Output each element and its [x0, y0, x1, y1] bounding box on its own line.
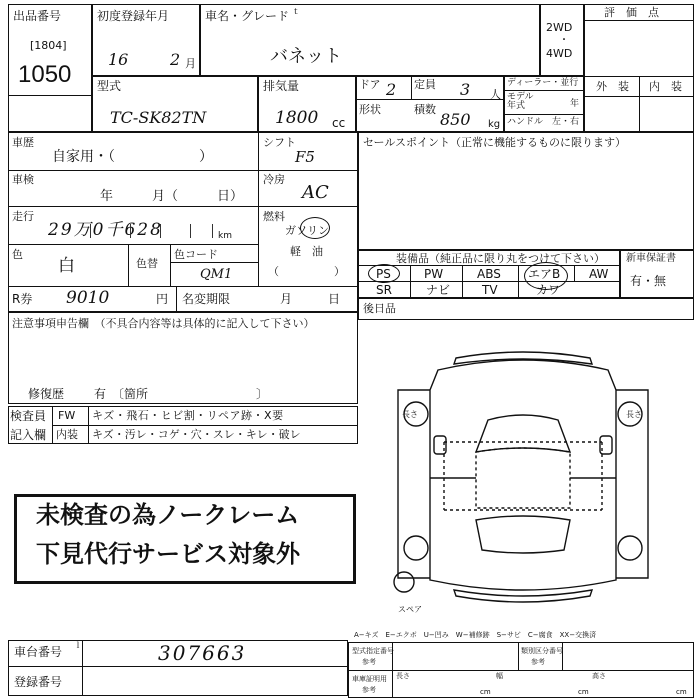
drive-4wd: 4WD: [546, 47, 573, 60]
color-label: 色: [12, 248, 23, 261]
first-registration-month: 2: [170, 50, 181, 69]
repair-history-label: 修復歴: [28, 387, 65, 401]
model-grade-value: バネット: [270, 46, 342, 67]
fw-label: FW: [58, 409, 76, 422]
inspection-label: 車検: [12, 173, 34, 186]
type-designation-sub: 参考: [362, 658, 376, 666]
reg-cert-label: 車庫証明用: [352, 675, 387, 683]
declaration-label: 注意事項申告欄 （不具合内容等は具体的に記入して下さい）: [12, 317, 315, 330]
interior-label: 内 装: [649, 80, 682, 93]
shift-label: シフト: [263, 136, 296, 149]
type-designation-label: 型式指定番号: [352, 647, 394, 655]
chassis-value: 307663: [158, 641, 247, 665]
chassis-mark: ｌ: [74, 641, 82, 650]
width-label: 幅: [496, 672, 503, 680]
lot-number: 1050: [18, 61, 72, 88]
person-unit: 人: [490, 88, 501, 101]
name-change-value: 月 日: [280, 292, 341, 306]
fuel-paren: （ ）: [268, 265, 345, 278]
color-value: 白: [58, 256, 75, 276]
doors-value: 2: [386, 80, 397, 99]
lot-sub: [1804]: [30, 39, 67, 52]
car-diagram: [388, 350, 658, 610]
month-unit: 月: [185, 57, 196, 70]
reg-number-label: 登録番号: [14, 675, 63, 689]
fuel-gasoline-circle: [300, 217, 330, 239]
kg-unit: kg: [488, 119, 501, 130]
equip-airbag: エアB: [528, 267, 561, 281]
sales-point-box: [358, 132, 694, 250]
cm-3: cm: [676, 688, 687, 696]
cm-2: cm: [578, 688, 589, 696]
exterior-label: 外 装: [596, 80, 629, 93]
equip-tv: TV: [482, 283, 498, 297]
color-code-value: QM1: [200, 267, 233, 282]
equip-aw: AW: [589, 267, 609, 281]
damage-legend: A−キズ E−エクボ U−凹み W−補修跡 S−サビ C−腐食 XX−交換済: [354, 631, 597, 639]
post-attach-label: 後日品: [363, 302, 396, 315]
model-grade-mark: ｔ: [292, 7, 300, 16]
fuel-label: 燃料: [263, 210, 285, 223]
recycle-value: 9010: [66, 288, 110, 308]
warranty-value: 有・無: [630, 274, 667, 288]
length-label: 長さ: [396, 672, 410, 680]
shift-value: F5: [295, 148, 315, 166]
model-grade-label: 車名・グレード: [205, 9, 290, 23]
first-registration-label: 初度登録年月: [97, 9, 170, 23]
equip-navi: ナビ: [426, 283, 451, 297]
capacity-label: 定員: [414, 78, 436, 91]
yen-unit: 円: [156, 292, 169, 306]
color-change-label: 色替: [136, 257, 158, 270]
ac-value: AC: [302, 182, 329, 203]
reg-cert-sub: 参考: [362, 686, 376, 694]
equipment-title: 装備品（純正品に限り丸をつけて下さい）: [396, 252, 605, 265]
fuel-diesel: 軽 油: [290, 245, 323, 258]
drive-2wd: 2WD: [546, 21, 573, 34]
equip-ps: PS: [376, 267, 391, 281]
mileage-spec-label: 積数: [414, 103, 436, 116]
spare-label: スペア: [398, 605, 422, 614]
fuel-gasoline: ガソリン: [285, 224, 329, 237]
stamp-line1: 未検査の為ノークレーム: [36, 502, 300, 529]
fw-value: キズ・飛石・ヒビ割・リペア跡・X要: [92, 409, 284, 422]
running-label: 走行: [12, 210, 34, 223]
equip-ps-circle: [368, 264, 400, 283]
type-label: 型式: [97, 79, 122, 93]
km-unit: km: [218, 231, 232, 241]
first-registration-year: 16: [108, 50, 129, 69]
category-label: 類別区分番号: [521, 647, 563, 655]
drive-sep: ・: [559, 35, 569, 46]
rating-label: 評 価 点: [604, 6, 659, 19]
usage-label: 車歴: [12, 136, 34, 149]
displacement-value: 1800: [275, 108, 319, 128]
equip-sr: SR: [376, 283, 392, 297]
inspector-label: 検査員: [10, 409, 47, 423]
equip-abs: ABS: [477, 267, 501, 281]
handle-label: ハンドル 左・右: [507, 117, 580, 127]
sales-point-label: セールスポイント（正常に機能するものに限ります）: [363, 136, 627, 149]
max-load-value: 850: [440, 110, 471, 129]
doors-label: ドア: [359, 78, 381, 91]
stamp-line2: 下見代行サービス対象外: [36, 541, 300, 568]
dealer-label: ディーラー・並行: [507, 78, 579, 88]
cc-unit: cc: [332, 116, 346, 130]
model-year-label: モデル 年式: [507, 92, 534, 112]
right-door-label: 長さ: [626, 410, 642, 419]
lot-label: 出品番号: [13, 9, 62, 23]
inspector-sub: 記入欄: [10, 428, 47, 442]
warranty-label: 新車保証書: [626, 253, 676, 264]
recycle-label: R券: [12, 292, 33, 306]
ac-label: 冷房: [263, 173, 285, 186]
left-door-label: 長さ: [402, 410, 418, 419]
interior-check-value: キズ・汚レ・コゲ・穴・スレ・キレ・破レ: [92, 428, 301, 441]
usage-value: 自家用・（ ）: [52, 149, 213, 165]
shape-label: 形状: [359, 103, 381, 116]
year-unit: 年: [570, 99, 580, 109]
lot-bottom: [8, 96, 92, 132]
inspection-value: 年 月（ 日）: [100, 189, 244, 204]
cm-1: cm: [480, 688, 491, 696]
chassis-label: 車台番号: [14, 645, 63, 659]
name-change-label: 名変期限: [182, 292, 231, 306]
height-label: 高さ: [592, 672, 606, 680]
capacity-value: 3: [460, 80, 471, 99]
interior-check-label: 内装: [56, 428, 78, 441]
displacement-label: 排気量: [263, 79, 300, 93]
equip-leather: カワ: [536, 283, 561, 297]
type-value: TC-SK82TN: [110, 108, 207, 127]
category-sub: 参考: [531, 658, 545, 666]
post-attach-box: [358, 298, 694, 320]
color-code-label: 色コード: [174, 248, 218, 261]
running-value: 29万0千628: [48, 220, 163, 240]
equip-pw: PW: [424, 267, 444, 281]
repair-history-value: 有 〔箇所 〕: [94, 387, 269, 401]
